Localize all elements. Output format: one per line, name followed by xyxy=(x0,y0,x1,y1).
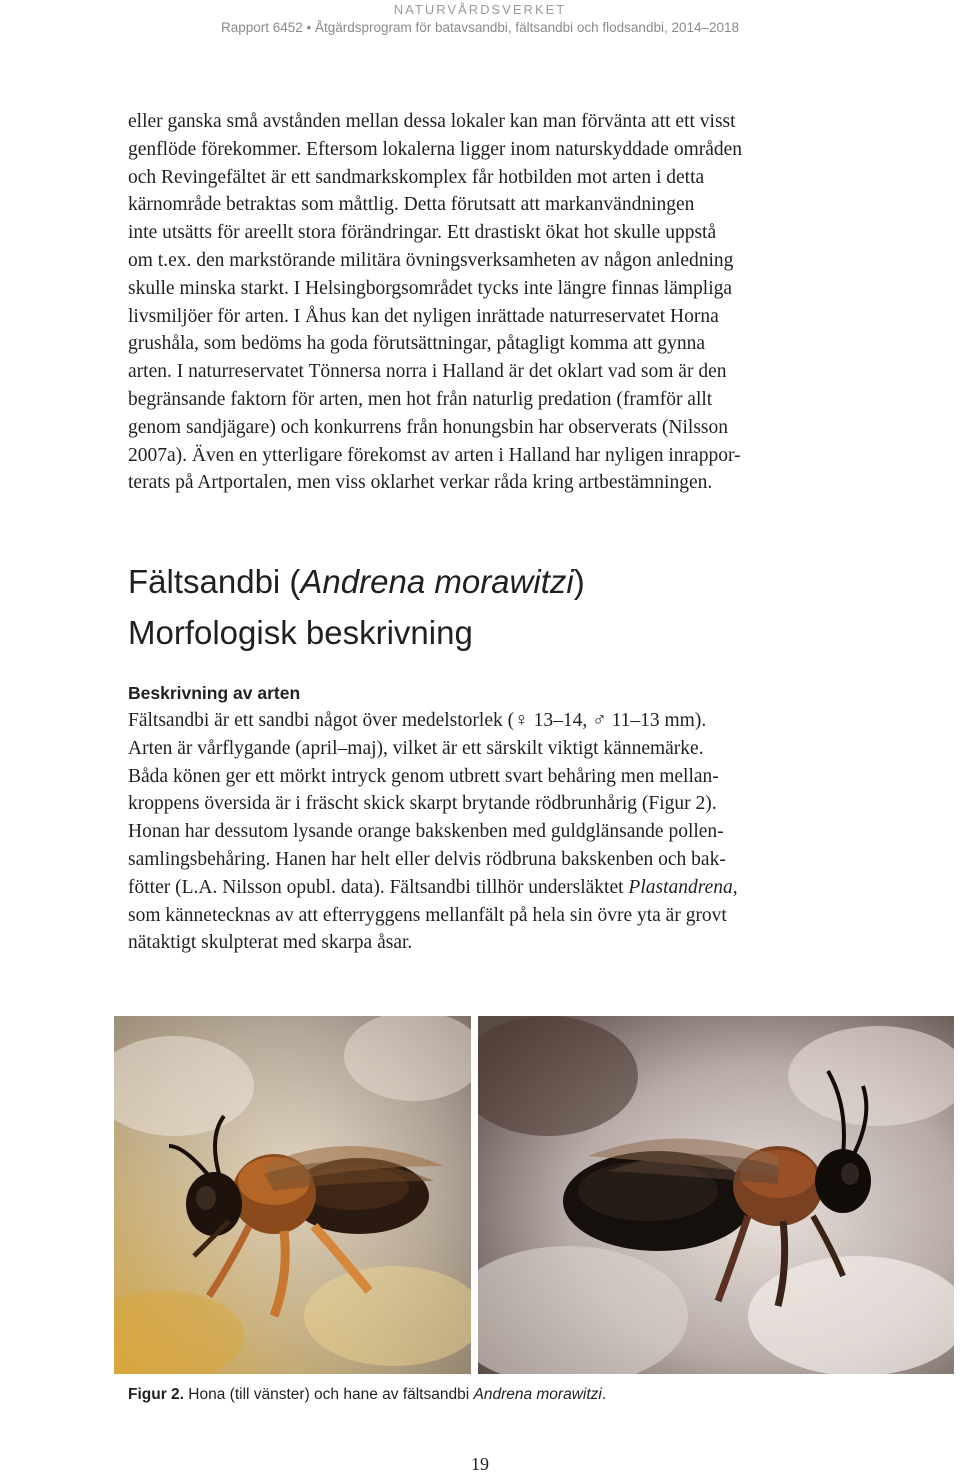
text-line: livsmiljöer för arten. I Åhus kan det nyligen inrättade naturreservatet Horna xyxy=(128,305,719,327)
subgenus-name: Plastandrena xyxy=(628,876,733,898)
text-line: genflöde förekommer. Eftersom lokalerna ligger inom naturskyddade områden xyxy=(128,138,743,160)
text-line: kärnområde betraktas som måttlig. Detta förutsatt att markanvändningen xyxy=(128,194,695,216)
figure-caption-end: . xyxy=(601,1386,607,1403)
species-heading-suffix: ) xyxy=(573,563,585,600)
paragraph-description xyxy=(128,707,840,957)
text-line: om t.ex. den markstörande militära övningsverksamheten av någon anledning xyxy=(128,249,734,271)
section-heading: Morfologisk beskrivning xyxy=(128,614,473,651)
text-line: begränsande faktorn för arten, men hot från naturlig predation (framför allt xyxy=(128,388,713,410)
figure-caption xyxy=(128,1386,606,1404)
species-heading xyxy=(128,563,585,601)
text-line: nätaktigt skulpterat med skarpa åsar. xyxy=(128,932,413,954)
text-line: Honan har dessutom lysande orange bakskenben med guldglänsande pollen- xyxy=(128,821,724,843)
text-line: Arten är vårflygande (april–maj), vilket är ett särskilt viktigt kännemärke. xyxy=(128,737,704,759)
text-line: 2007a). Även en ytterligare förekomst av arten i Halland har nyligen inrappor- xyxy=(128,444,741,466)
species-heading-prefix: Fältsandbi ( xyxy=(128,563,301,600)
header-organization: NATURVÅRDSVERKET xyxy=(393,2,567,17)
text-line: grushåla, som bedöms ha goda förutsättningar, påtagligt komma att gynna xyxy=(128,333,706,355)
text-line: Båda könen ger ett mörkt intryck genom utbrett svart behåring men mellan- xyxy=(128,765,719,787)
text-line: genom sandjägare) och konkurrens från honungsbin har observerats (Nilsson xyxy=(128,416,729,438)
photo-female-bee xyxy=(114,1016,471,1374)
text-line: skulle minska starkt. I Helsingborgsområdet tycks inte längre finnas lämpliga xyxy=(128,277,733,299)
text-line: kroppens översida är i fräscht skick skarpt brytande rödbrunhårig (Figur 2). xyxy=(128,793,717,815)
text-line: inte utsätts för areellt stora förändringar. Ett drastiskt ökat hot skulle uppstå xyxy=(128,222,717,244)
text-line: Fältsandbi är ett sandbi något över medelstorlek (♀ 13–14, ♂ 11–13 mm). xyxy=(128,710,707,731)
text-line: som kännetecknas av att efterryggens mellanfält på hela sin övre yta är grovt xyxy=(128,904,727,926)
species-heading-latin-name: Andrena morawitzi xyxy=(300,563,574,600)
paragraph-threats xyxy=(128,108,840,497)
figure-label: Figur 2. xyxy=(128,1386,184,1403)
text-line-end: , xyxy=(732,876,738,898)
text-line: eller ganska små avstånden mellan dessa lokaler kan man förvänta att ett visst xyxy=(128,111,736,132)
subheading: Beskrivning av arten xyxy=(128,683,301,703)
figure-caption-species: Andrena morawitzi xyxy=(473,1386,602,1403)
page-number: 19 xyxy=(471,1454,489,1474)
text-line xyxy=(128,874,840,902)
figure-caption-text: Hona (till vänster) och hane av fältsandbi xyxy=(183,1386,474,1403)
text-line: arten. I naturreservatet Tönnersa norra i Halland är det oklart vad som är den xyxy=(128,361,727,383)
text-line: samlingsbehåring. Hanen har helt eller delvis rödbruna bakskenben och bak- xyxy=(128,848,726,870)
text-line-start: fötter (L.A. Nilsson opubl. data). Fältsandbi tillhör undersläktet xyxy=(128,876,629,898)
text-line: och Revingefältet är ett sandmarkskomplex får hotbilden mot arten i detta xyxy=(128,166,705,188)
photo-male-bee xyxy=(478,1016,954,1374)
header-report-title: Rapport 6452 • Åtgärdsprogram för batavsandbi, fältsandbi och flodsandbi, 2014–2018 xyxy=(220,20,740,35)
text-line: terats på Artportalen, men viss oklarhet verkar råda kring artbestämningen. xyxy=(128,472,713,494)
